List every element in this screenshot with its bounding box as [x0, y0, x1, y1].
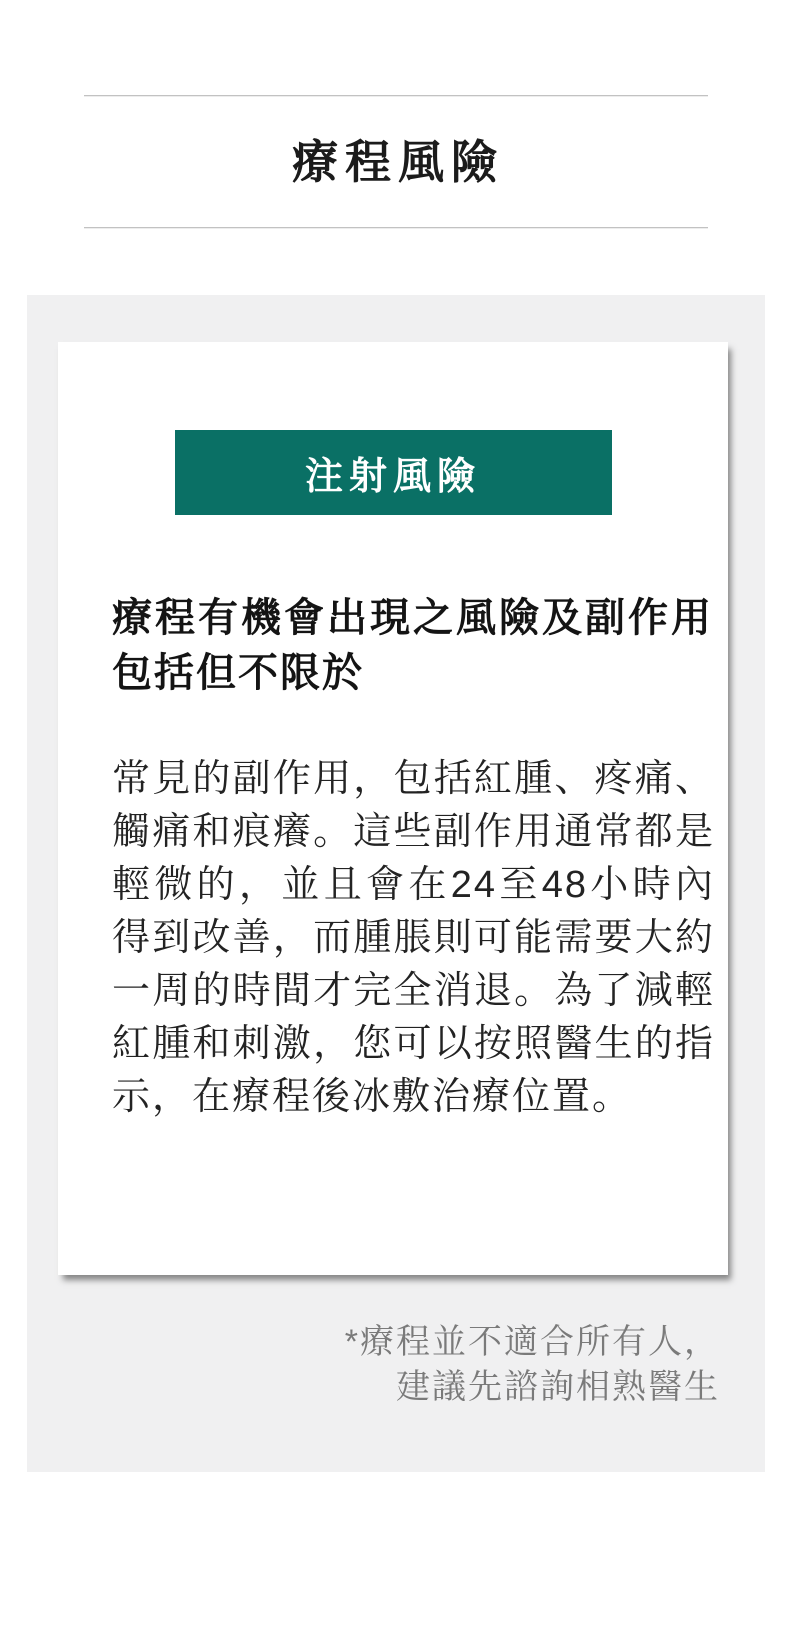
- title-divider-top: [84, 95, 708, 97]
- disclaimer-line-1: *療程並不適合所有人，: [344, 1323, 720, 1361]
- disclaimer: [27, 1320, 720, 1410]
- risk-card-heading: 療程有機會出現之風險及副作用包括但不限於: [112, 596, 713, 695]
- disclaimer-line-2: 建議先諮詢相熟醫生: [396, 1368, 720, 1406]
- risk-card: [58, 342, 728, 1275]
- page-title: 療程風險: [292, 136, 504, 188]
- risk-card-banner: [175, 430, 612, 515]
- banner-label: 注射風險: [304, 456, 481, 498]
- risk-card-body: 常見的副作用，包括紅腫、疼痛、觸痛和痕癢。這些副作用通常都是輕微的，並且會在24至48小時內得到改善，而腫脹則可能需要大約一周的時間才完全消退。為了減輕紅腫和刺激，您可以按照醫生的指示，在療程後冰敷治療位置。: [112, 758, 715, 1118]
- title-divider-bottom: [84, 227, 708, 229]
- content-panel: [27, 295, 765, 1472]
- page: [0, 95, 796, 1472]
